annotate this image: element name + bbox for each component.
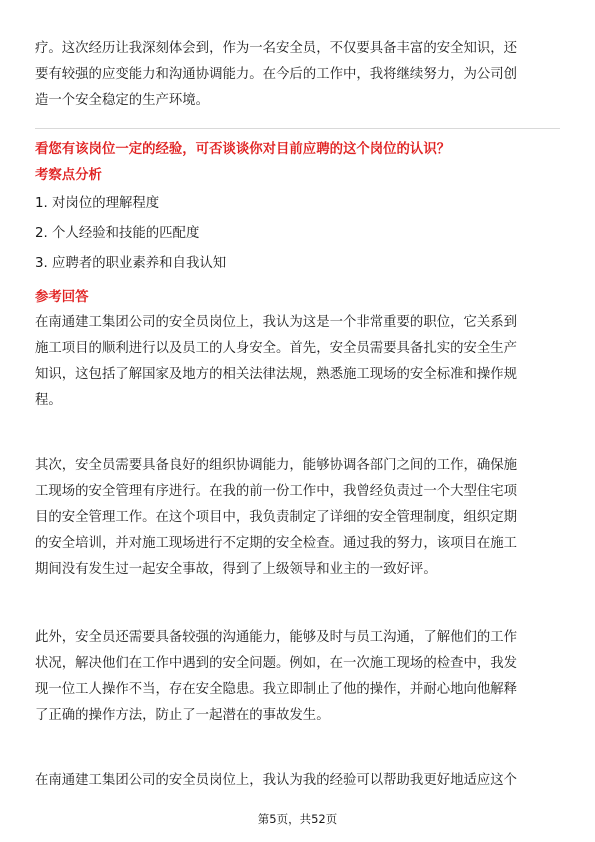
- paragraph-line: 造一个安全稳定的生产环境。: [35, 93, 210, 108]
- paragraph-line: 疗。这次经历让我深刻体会到，作为一名安全员，不仅要具备丰富的安全知识，还: [35, 41, 518, 56]
- analysis-item: 3. 应聘者的职业素养和自我认知: [35, 256, 227, 271]
- answer-paragraph: [35, 768, 560, 794]
- section-divider: [35, 128, 560, 129]
- paragraph-line: 在南通建工集团公司的安全员岗位上，我认为我的经验可以帮助我更好地适应这个: [35, 773, 518, 788]
- interview-question: 看您有该岗位一定的经验，可否谈谈你对目前应聘的这个岗位的认识？: [35, 142, 451, 157]
- paragraph-line: 的安全培训，并对施工现场进行不定期的安全检查。通过我的努力，该项目在施工: [35, 536, 518, 551]
- paragraph-line: 其次，安全员需要具备良好的组织协调能力，能够协调各部门之间的工作，确保施: [35, 458, 518, 473]
- paragraph-line: 知识，这包括了解国家及地方的相关法律法规，熟悉施工现场的安全标准和操作规: [35, 367, 518, 382]
- paragraph-line: 要有较强的应变能力和沟通协调能力。在今后的工作中，我将继续努力，为公司创: [35, 67, 518, 82]
- paragraph-line: 目的安全管理工作。在这个项目中，我负责制定了详细的安全管理制度，组织定期: [35, 510, 518, 525]
- paragraph-line: 程。: [35, 393, 62, 408]
- answer-paragraph: [35, 310, 560, 414]
- answer-paragraph: [35, 453, 560, 583]
- page-number: 第5页，共52页: [257, 812, 338, 826]
- paragraph-line: 了正确的操作方法，防止了一起潜在的事故发生。: [35, 708, 330, 723]
- analysis-item: 2. 个人经验和技能的匹配度: [35, 226, 200, 241]
- paragraph-line: 此外，安全员还需要具备较强的沟通能力，能够及时与员工沟通，了解他们的工作: [35, 630, 518, 645]
- intro-paragraph: [35, 36, 560, 114]
- paragraph-line: 期间没有发生过一起安全事故，得到了上级领导和业主的一致好评。: [35, 562, 437, 577]
- answer-paragraph: [35, 625, 560, 729]
- analysis-item: 1. 对岗位的理解程度: [35, 196, 160, 211]
- answer-title: 参考回答: [35, 290, 89, 305]
- paragraph-line: 现一位工人操作不当，存在安全隐患。我立即制止了他的操作，并耐心地向他解释: [35, 682, 518, 697]
- paragraph-line: 施工项目的顺利进行以及员工的人身安全。首先，安全员需要具备扎实的安全生产: [35, 341, 518, 356]
- paragraph-line: 工现场的安全管理有序进行。在我的前一份工作中，我曾经负责过一个大型住宅项: [35, 484, 518, 499]
- paragraph-line: 状况，解决他们在工作中遇到的安全问题。例如，在一次施工现场的检查中，我发: [35, 656, 518, 671]
- analysis-title: 考察点分析: [35, 168, 102, 183]
- paragraph-line: 在南通建工集团公司的安全员岗位上，我认为这是一个非常重要的职位，它关系到: [35, 315, 518, 330]
